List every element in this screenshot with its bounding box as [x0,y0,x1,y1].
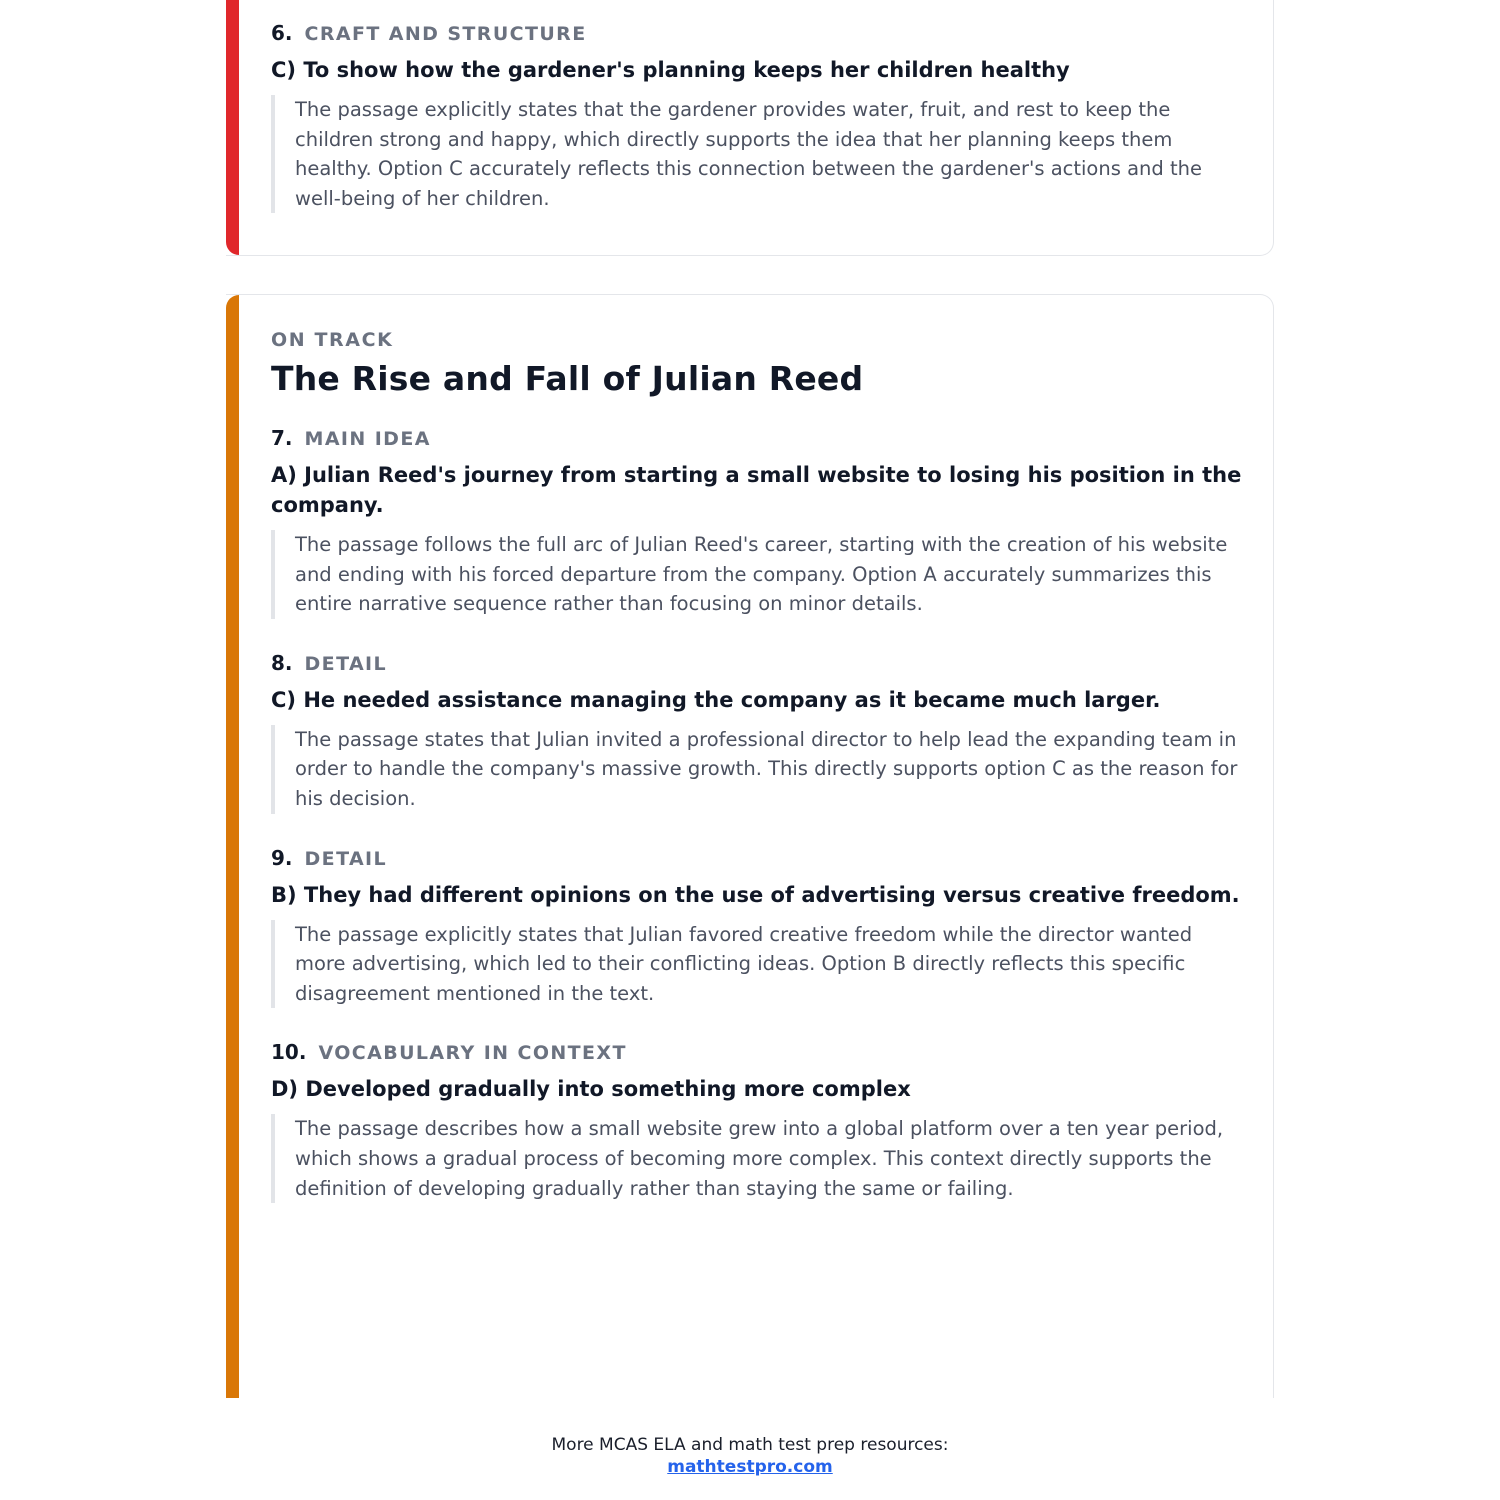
question-item [271,651,1245,814]
footer-link[interactable]: mathtestpro.com [667,1457,833,1477]
question-category: MAIN IDEA [304,428,431,450]
question-category: DETAIL [304,847,388,870]
question-category: VOCABULARY IN CONTEXT [318,1042,627,1065]
footer-text: More MCAS ELA and math test prep resources: [551,1435,949,1455]
question-header [271,651,1245,675]
question-header [271,1040,1245,1064]
status-color-bar [226,0,239,255]
question-number: 8. [271,650,293,675]
question-number: 6. [271,21,293,45]
answer-explanation: The passage explicitly states that the gardener provides water, fruit, and rest to keep the children strong and happy, which directly supports the idea that her planning keeps them healthy. Option C accurately reflects this connection between the gardener's actions and the well-being of her children. [271,95,1245,213]
question-category: CRAFT AND STRUCTURE [304,23,587,45]
question-header [271,426,1245,450]
correct-answer: D) Developed gradually into something more complex [271,1077,911,1102]
status-color-bar [226,295,239,1398]
results-card-section-2 [226,294,1274,1398]
section-content [271,21,1245,213]
answer-explanation: The passage follows the full arc of Julian Reed's career, starting with the creation of his website and ending with his forced departure from the company. Option A accurately summarizes this entire narrative sequence rather than focusing on minor details. [271,530,1245,619]
question-number: 9. [271,845,293,870]
answer-explanation: The passage explicitly states that Julian favored creative freedom while the director wanted more advertising, which led to their conflicting ideas. Option B directly reflects this specific disagreement mentioned in the text. [271,920,1245,1009]
answer-explanation: The passage describes how a small website grew into a global platform over a ten year period, which shows a gradual process of becoming more complex. This context directly supports the definition of developing gradually rather than staying the same or failing. [271,1114,1245,1203]
correct-answer: C) To show how the gardener's planning keeps her children healthy [271,58,1070,82]
answer-explanation: The passage states that Julian invited a professional director to help lead the expanding team in order to handle the company's massive growth. This directly supports option C as the reason for his decision. [271,725,1245,814]
question-item [271,426,1245,619]
section-content [271,329,1245,1203]
question-item [271,1040,1245,1203]
section-status-label: ON TRACK [271,329,394,351]
correct-answer: C) He needed assistance managing the company as it became much larger. [271,687,1161,712]
question-number: 7. [271,426,293,450]
results-card-section-1 [226,0,1274,256]
question-item [271,21,1245,213]
question-category: DETAIL [304,652,388,675]
page-footer [0,1434,1500,1478]
question-header [271,846,1245,870]
question-header [271,21,1245,45]
question-number: 10. [271,1040,307,1065]
correct-answer: A) Julian Reed's journey from starting a small website to losing his position in the company. [271,463,1242,517]
passage-title: The Rise and Fall of Julian Reed [271,359,864,398]
question-item [271,846,1245,1009]
correct-answer: B) They had different opinions on the use of advertising versus creative freedom. [271,882,1240,907]
